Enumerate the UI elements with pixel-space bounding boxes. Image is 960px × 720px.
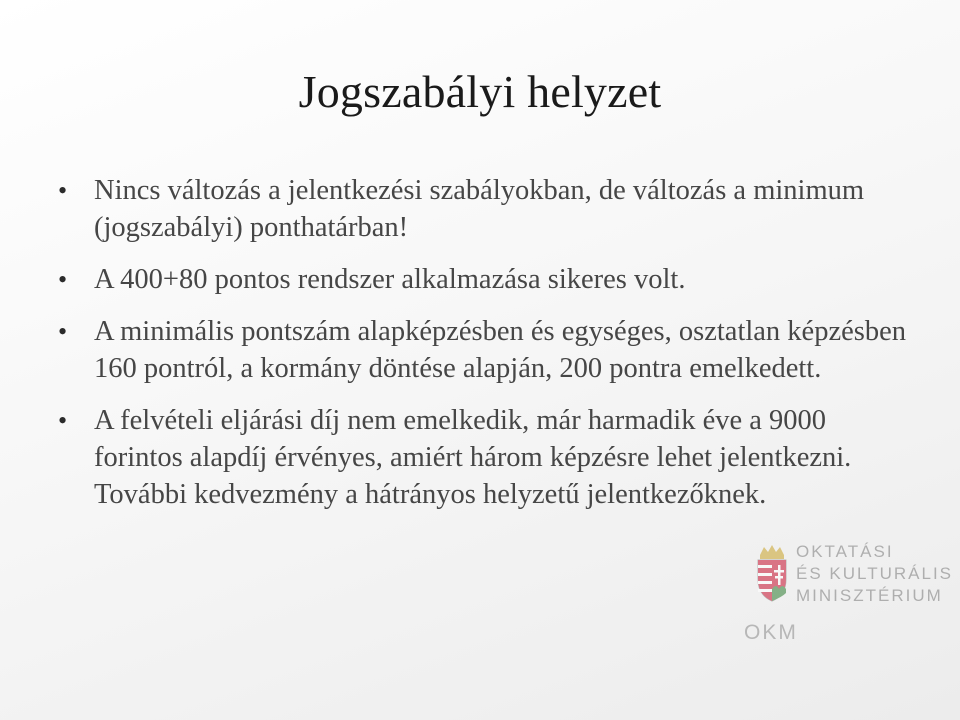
bullet-item: • A felvételi eljárási díj nem emelkedik, már harmadik éve a 9000 forintos alapdíj érvényes, amiért három képzésre lehet jelentkezni. További kedvezmény a hátrányos helyzetű jelentkezőknek. xyxy=(58,402,908,513)
ministry-abbreviation: OKM xyxy=(744,621,798,644)
bullet-item: • A minimális pontszám alapképzésben és egységes, osztatlan képzésben 160 pontról, a kormány döntése alapján, 200 pontra emelkedett. xyxy=(58,313,908,387)
ministry-name-line: MINISZTÉRIUM xyxy=(796,586,943,605)
bullet-list xyxy=(58,172,908,528)
slide-title: Jogszabályi helyzet xyxy=(298,66,662,117)
ministry-name-line: OKTATÁSI xyxy=(796,542,894,561)
bullet-item: • Nincs változás a jelentkezési szabályokban, de változás a minimum (jogszabályi) ponthatárban! xyxy=(58,172,908,246)
ministry-name-line: ÉS KULTURÁLIS xyxy=(796,564,954,583)
hungarian-coat-of-arms-icon xyxy=(752,543,792,603)
ministry-name xyxy=(796,541,953,607)
ministry-logo xyxy=(742,535,954,665)
bullet-item: • A 400+80 pontos rendszer alkalmazása sikeres volt. xyxy=(58,261,908,298)
